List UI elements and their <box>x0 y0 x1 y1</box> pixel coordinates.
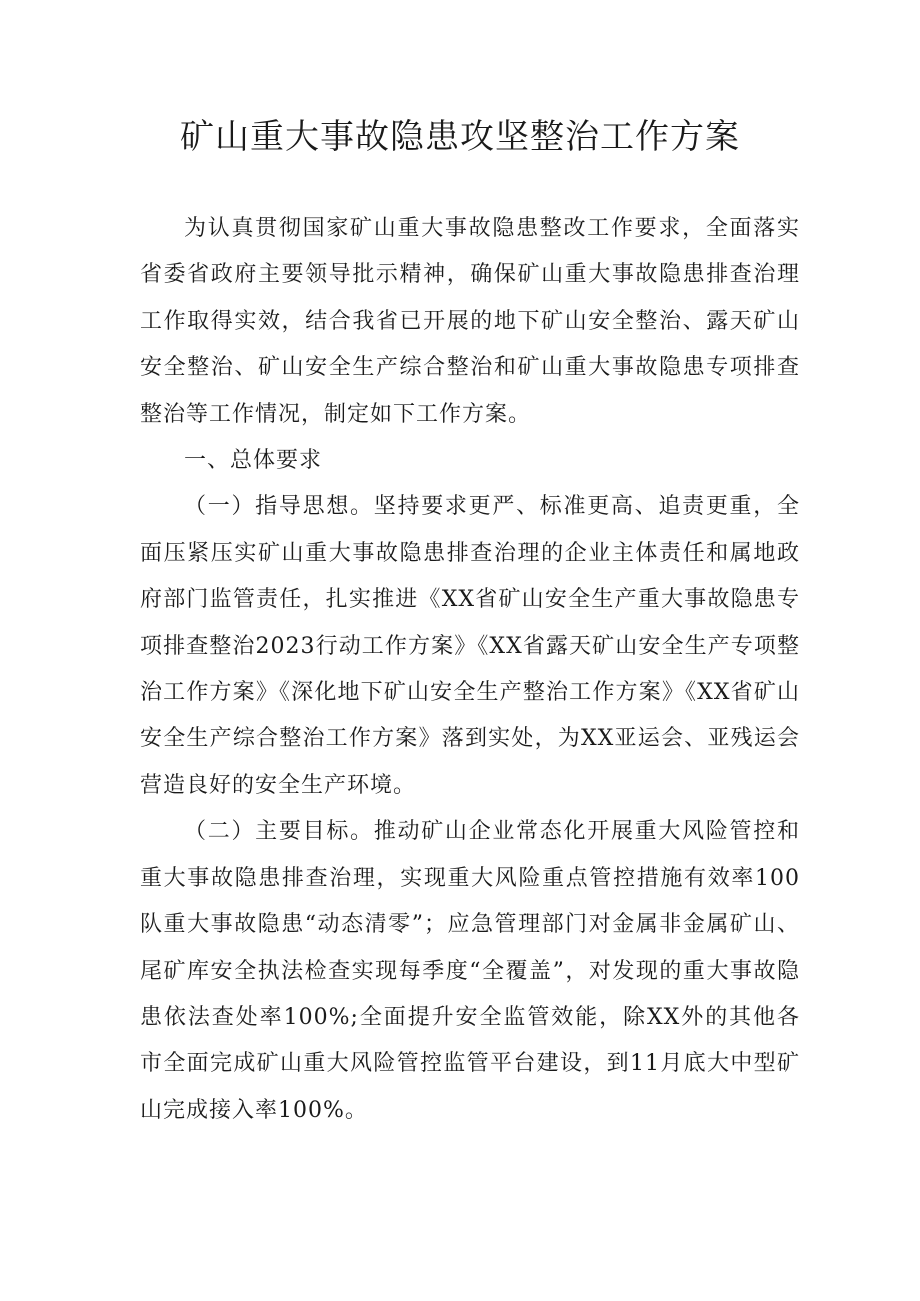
document-title: 矿山重大事故隐患攻坚整治工作方案 <box>180 117 740 157</box>
main-goals-paragraph: （二）主要目标。推动矿山企业常态化开展重大风险管控和重大事故隐患排查治理，实现重大风险重点管控措施有效率100队重大事故隐患“动态清零”；应急管理部门对金属非金属矿山、尾矿库安全执法检查实现每季度“全覆盖”，对发现的重大事故隐患依法查处率100%;全面提升安全监管效能，除XX外的其他各市全面完成矿山重大风险管控监管平台建设，到11月底大中型矿山完成接入率100%。 <box>140 819 800 1123</box>
intro-paragraph: 为认真贯彻国家矿山重大事故隐患整改工作要求，全面落实省委省政府主要领导批示精神，确保矿山重大事故隐患排查治理工作取得实效，结合我省已开展的地下矿山安全整治、露天矿山安全整治、矿山安全生产综合整治和矿山重大事故隐患专项排查整治等工作情况，制定如下工作方案。 <box>140 216 800 427</box>
guiding-thought-paragraph: （一）指导思想。坚持要求更严、标准更高、追责更重，全面压紧压实矿山重大事故隐患排查治理的企业主体责任和属地政府部门监管责任，扎实推进《XX省矿山安全生产重大事故隐患专项排查整治2023行动工作方案》《XX省露天矿山安全生产专项整治工作方案》《深化地下矿山安全生产整治工作方案》《XX省矿山安全生产综合整治工作方案》落到实处，为XX亚运会、亚残运会营造良好的安全生产环境。 <box>140 494 800 798</box>
section-heading-general-requirements: 一、总体要求 <box>184 448 323 474</box>
document-body <box>140 206 800 1134</box>
